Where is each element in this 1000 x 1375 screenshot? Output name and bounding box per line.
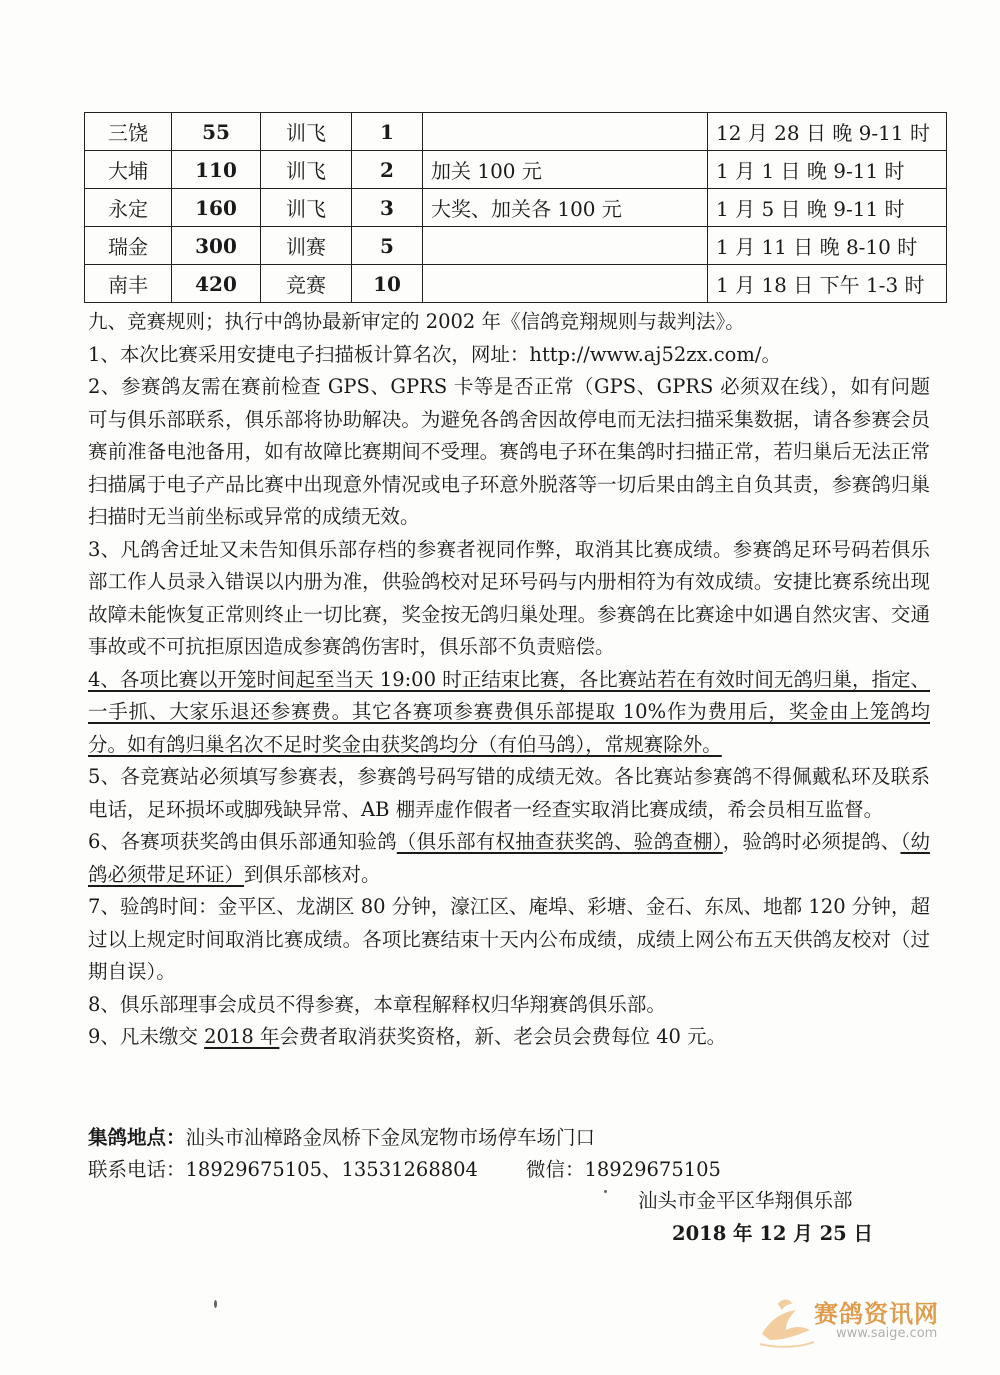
rule-9-part-c: 会费者取消获奖资格，新、老会员会费每位 40 元。 (279, 1025, 727, 1048)
time-cell: 1 月 5 日 晚 9-11 时 (708, 189, 947, 227)
site-cell: 三饶 (85, 113, 172, 151)
watermark-url: www.saige.com (836, 1326, 938, 1341)
race-schedule-table (84, 112, 947, 303)
prize-cell: 大奖、加关各 100 元 (423, 189, 708, 227)
prize-cell (423, 265, 708, 303)
gather-value: 汕头市汕樟路金凤桥下金凤宠物市场停车场门口 (185, 1126, 596, 1149)
site-cell: 大埔 (85, 151, 172, 189)
rule-7: 7、验鸽时间：金平区、龙湖区 80 分钟，濠江区、庵埠、彩塘、金石、东凤、地都 120 分钟，超过以上规定时间取消比赛成绩。各项比赛结束十天内公布成绩，成绩上网公布五天供鸽友校对（过期自误）。 (88, 895, 930, 983)
phone-label: 联系电话： (88, 1158, 186, 1181)
signature-date: 2018 年 12 月 25 日 (672, 1222, 873, 1245)
watermark-logo (756, 1290, 966, 1352)
site-cell: 永定 (85, 189, 172, 227)
type-cell: 训飞 (261, 189, 352, 227)
rule-6-part-e: 到俱乐部核对。 (244, 862, 381, 886)
rule-2: 2、参赛鸽友需在赛前检查 GPS、GPRS 卡等是否正常（GPS、GPRS 必须双在线），如有问题可与俱乐部联系，俱乐部将协助解决。为避免各鸽舍因故停电而无法扫描采集数据，请各参赛会员赛前准备电池备用，如有故障比赛期间不受理。赛鸽电子环在集鸽时扫描正常，若归巢后无法正常扫描属于电子产品比赛中出现意外情况或电子环意外脱落等一切后果由鸽主自负其责，参赛鸽归巢扫描时无当前坐标或异常的成绩无效。 (88, 375, 930, 528)
schedule-row (85, 151, 947, 189)
rule-9 (88, 1021, 930, 1054)
time-cell: 1 月 18 日 下午 1-3 时 (708, 265, 947, 303)
time-cell: 1 月 1 日 晚 9-11 时 (708, 151, 947, 189)
wechat-value: 18929675105 (584, 1158, 721, 1181)
competition-rules (88, 306, 930, 1054)
scan-speck (214, 1300, 217, 1308)
phone-value: 18929675105、13531268804 (185, 1158, 478, 1181)
rule-8: 8、俱乐部理事会成员不得参赛，本章程解释权归华翔赛鸽俱乐部。 (88, 992, 666, 1016)
pigeon-logo-icon (756, 1290, 818, 1352)
rule-6-part-a: 6、各赛项获奖鸽由俱乐部通知验鸽 (88, 830, 397, 853)
distance-cell: 110 (172, 151, 261, 189)
rule-4: 4、各项比赛以开笼时间起至当天 19:00 时正结束比赛，各比赛站若在有效时间无鸽归巢，指定、一手抓、大家乐退还参赛费。其它各赛项参赛费俱乐部提取 10%作为费用后，奖金由上笼鸽均分。如有鸽归巢名次不足时奖金由获奖鸽均分（有伯马鸽），常规赛除外。 (88, 667, 930, 756)
rule-9-year: 2018 年 (204, 1025, 280, 1048)
schedule-row (85, 265, 947, 303)
prize-cell: 加关 100 元 (423, 151, 708, 189)
wechat-label: 微信： (525, 1158, 585, 1181)
distance-cell: 160 (172, 189, 261, 227)
footer-info (88, 1122, 930, 1186)
time-cell: 12 月 28 日 晚 9-11 时 (708, 113, 947, 151)
count-cell: 2 (352, 151, 423, 189)
count-cell: 5 (352, 227, 423, 265)
type-cell: 训飞 (261, 113, 352, 151)
type-cell: 训飞 (261, 151, 352, 189)
rule-3: 3、凡鸽舍迁址又未告知俱乐部存档的参赛者视同作弊，取消其比赛成绩。参赛鸽足环号码若俱乐部工作人员录入错误以内册为准，供验鸽校对足环号码与内册相符为有效成绩。安捷比赛系统出现故障未能恢复正常则终止一切比赛，奖金按无鸽归巢处理。参赛鸽在比赛途中如遇自然灾害、交通事故或不可抗拒原因造成参赛鸽伤害时，俱乐部不负责赔偿。 (88, 537, 930, 658)
contact-row (88, 1154, 930, 1186)
watermark-text: 赛鸽资讯网 (814, 1300, 939, 1328)
rule-5: 5、各竞赛站必须填写参赛表，参赛鸽号码写错的成绩无效。各比赛站参赛鸽不得佩戴私环及联系电话，足环损坏或脚残缺异常、AB 棚弄虚作假者一经查实取消比赛成绩，希会员相互监督。 (88, 765, 930, 821)
schedule-row (85, 113, 947, 151)
rule-1: 1、本次比赛采用安捷电子扫描板计算名次，网址：http://www.aj52zx.com/。 (88, 342, 781, 366)
count-cell: 3 (352, 189, 423, 227)
rule-6-part-c: ，验鸽时必须提鸽、 (722, 830, 901, 853)
schedule-row (85, 227, 947, 265)
gather-label: 集鸽地点： (88, 1126, 186, 1149)
count-cell: 10 (352, 265, 423, 303)
rule-6-part-d: （幼鸽必须带足环证） (88, 830, 930, 886)
rules-heading: 九、竞赛规则；执行中鸽协最新审定的 2002 年《信鸽竞翔规则与裁判法》。 (88, 310, 745, 333)
rule-6 (88, 826, 930, 891)
prize-cell (423, 113, 708, 151)
distance-cell: 300 (172, 227, 261, 265)
site-cell: 南丰 (85, 265, 172, 303)
count-cell: 1 (352, 113, 423, 151)
distance-cell: 420 (172, 265, 261, 303)
time-cell: 1 月 11 日 晚 8-10 时 (708, 227, 947, 265)
rule-6-part-b: （俱乐部有权抽查获奖鸽、验鸽查棚） (396, 830, 723, 853)
type-cell: 训赛 (261, 227, 352, 265)
schedule-row (85, 189, 947, 227)
gather-location (88, 1122, 930, 1154)
signature-organization: 汕头市金平区华翔俱乐部 (638, 1189, 853, 1212)
rule-9-part-a: 9、凡未缴交 (88, 1025, 205, 1048)
site-cell: 瑞金 (85, 227, 172, 265)
distance-cell: 55 (172, 113, 261, 151)
scan-speck (604, 1190, 607, 1193)
type-cell: 竞赛 (261, 265, 352, 303)
prize-cell (423, 227, 708, 265)
